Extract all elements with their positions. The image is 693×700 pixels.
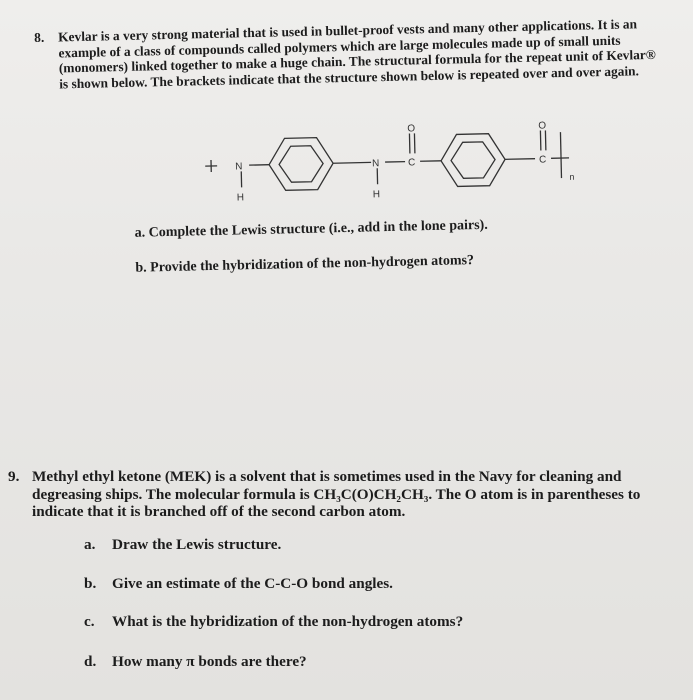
bond-ring-n2 [333,162,371,163]
atom-n1: N [235,161,243,173]
molecular-formula: CH₃C(O)CH₂CH₃ [313,485,429,503]
atom-h1: H [236,192,245,204]
atom-c2: C [538,154,547,166]
bond-ring-c2 [505,159,535,160]
repeat-subscript: n [569,171,575,182]
atom-n2: N [371,158,380,170]
subquestion-9c: c. What is the hybridization of the non-hydrogen atoms? [84,613,464,630]
question-text: Kevlar is a very strong material that is used in bullet-proof vests and many other applications. It is an example of a class of compounds called polymers which are large molecules made up of small units (monomers) linked together to make a huge chain. The structural formula for the repeat unit of Kevlar® is shown below. The brackets indicate that the structure shown below is repeated over and over again. [57,16,656,91]
subquestion-9b: b. Give an estimate of the C-C-O bond angles. [84,575,393,592]
atom-o1: O [407,123,416,135]
question-number: 8. [34,29,45,45]
benzene-ring-2 [440,133,505,186]
atom-c1: C [407,157,416,169]
question-number: 9. [8,468,20,485]
atom-o2: O [538,120,547,132]
benzene-ring-1-inner [279,145,324,182]
question-9 [8,468,680,670]
subquestion-9d: d. How many π bonds are there? [84,653,307,670]
kevlar-structure [204,117,626,227]
atom-h2: H [372,189,381,201]
subquestion-8a: a. Complete the Lewis structure (i.e., add in the lone pairs). [134,217,488,241]
right-bracket [560,132,561,178]
question-text: Methyl ethyl ketone (MEK) is a solvent that is sometimes used in the Navy for cleaning and degreasing ships. The molecular formula is CH₃C(O)CH₂CH₃. The O atom is in parentheses to indicate that it is branched off of the second carbon atom. [32,468,641,520]
subquestion-9a: a. Draw the Lewis structure. [84,536,282,553]
benzene-ring-1 [269,137,334,190]
question-8 [34,16,660,276]
benzene-ring-2-inner [451,142,496,179]
subquestion-8b: b. Provide the hybridization of the non-hydrogen atoms? [135,253,475,276]
